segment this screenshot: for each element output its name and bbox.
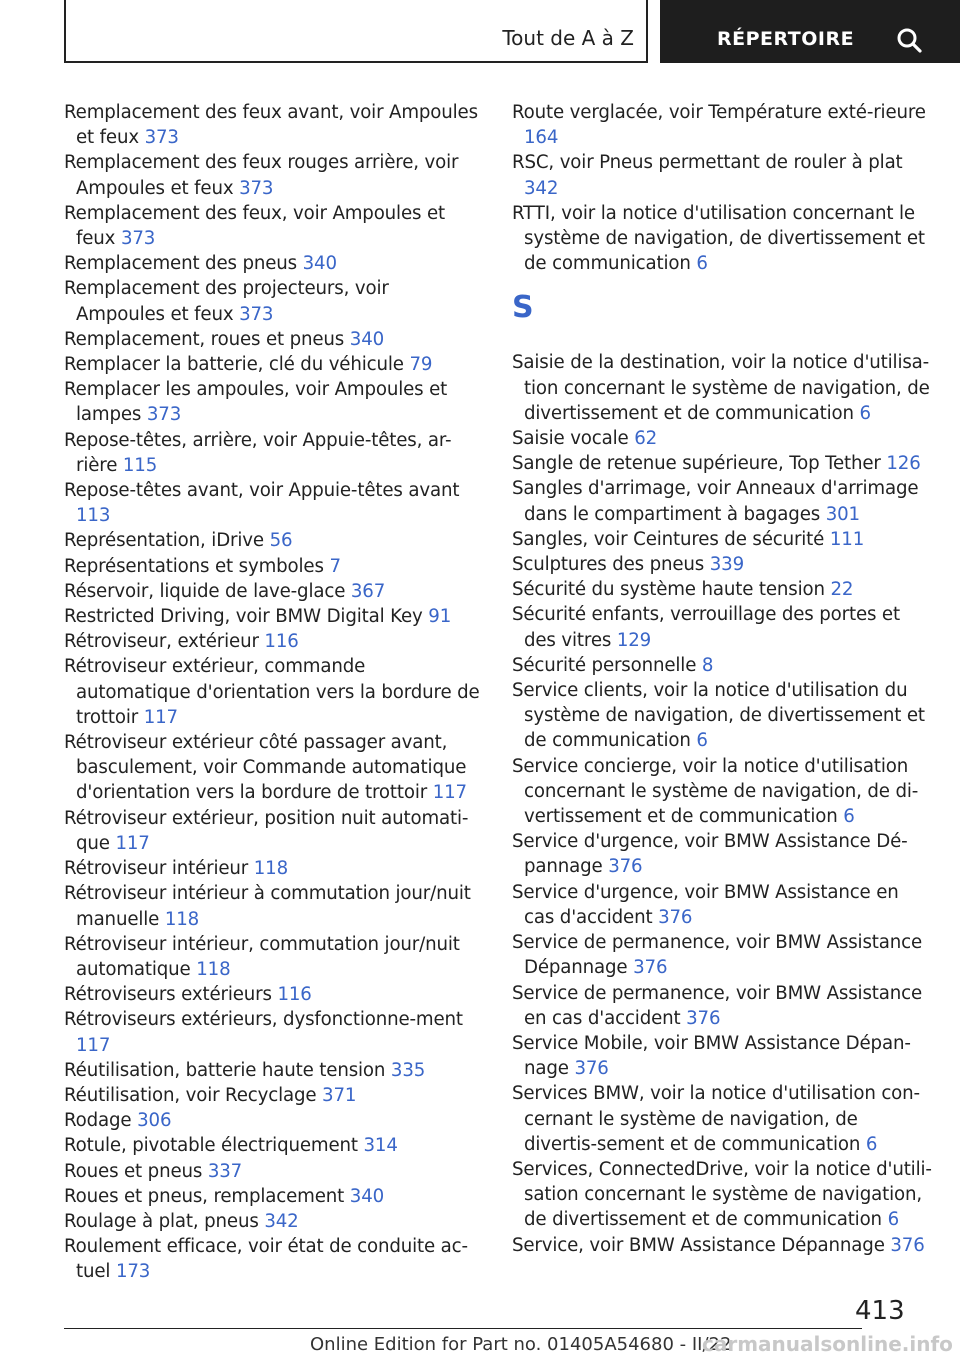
entry-term: Roues et pneus [64, 1160, 203, 1182]
index-entry [512, 981, 932, 1031]
entry-term: Remplacement des feux rouges arrière, voir Ampoules et feux [64, 152, 459, 199]
page-link[interactable]: 6 [696, 730, 708, 752]
page-link[interactable]: 117 [76, 1034, 111, 1056]
index-label: RÉPERTOIRE [717, 28, 855, 50]
index-entry [64, 1083, 482, 1108]
edition-text: Online Edition for Part no. 01405A54680 - II/22 [310, 1334, 732, 1355]
entry-term: Service clients, voir la notice d'utilisation du système de navigation, de divertissement et de communication [512, 680, 925, 752]
watermark: carmanualsonline.info [702, 1332, 953, 1356]
page-link[interactable]: 118 [164, 908, 200, 930]
entry-term: Rétroviseur intérieur à commutation jour/nuit manuelle [64, 883, 471, 930]
page-link[interactable]: 91 [428, 606, 452, 628]
index-column-right [512, 100, 932, 1258]
index-entry [64, 1159, 482, 1184]
entry-term: Sangles d'arrimage, voir Anneaux d'arrimage dans le compartiment à bagages [512, 478, 919, 525]
index-entry [512, 150, 932, 200]
index-entry [512, 1081, 932, 1157]
entry-term: Remplacer la batterie, clé du véhicule [64, 354, 404, 376]
entry-term: Rétroviseur extérieur, position nuit automati-que [64, 807, 469, 854]
page-link[interactable]: 7 [329, 555, 341, 577]
index-entry [512, 100, 932, 150]
page-link[interactable]: 6 [859, 402, 871, 424]
index-entry [64, 806, 482, 856]
index-entry [64, 100, 482, 150]
index-entry [512, 201, 932, 277]
entry-term: Rétroviseurs extérieurs, dysfonctionne-ment [64, 1009, 463, 1031]
entry-term: Services, ConnectedDrive, voir la notice d'utili-sation concernant le système de navigation, de divertissement et de communication [512, 1158, 932, 1231]
page-link[interactable]: 8 [701, 654, 714, 676]
section-tab [64, 0, 648, 63]
index-entry [64, 251, 482, 276]
index-entry [64, 352, 482, 377]
index-entry [512, 653, 932, 678]
section-label: Tout de A à Z [502, 26, 634, 50]
index-entry [512, 476, 932, 526]
page-link[interactable]: 376 [633, 957, 668, 979]
index-entry [512, 1157, 932, 1233]
page-link[interactable]: 173 [115, 1261, 151, 1283]
entry-term: Saisie de la destination, voir la notice d'utilisa-tion concernant le système de navigation, de divertissement et de communication [512, 352, 930, 424]
index-entry [64, 604, 482, 629]
entry-term: Services BMW, voir la notice d'utilisation con-cernant le système de navigation, de divertis-sement et de communication [512, 1083, 920, 1155]
index-entry [512, 527, 932, 552]
page-link[interactable]: 6 [865, 1133, 878, 1155]
page-link[interactable]: 342 [264, 1210, 299, 1232]
entry-term: Service de permanence, voir BMW Assistance Dépannage [512, 932, 923, 979]
index-entry [64, 201, 482, 251]
entry-term: Rétroviseur extérieur, commande automatique d'orientation vers la bordure de trottoir [64, 656, 480, 728]
page-link[interactable]: 335 [390, 1059, 426, 1081]
search-icon[interactable] [895, 26, 923, 54]
entry-term: Rétroviseur intérieur [64, 858, 249, 880]
entry-term: Remplacer les ampoules, voir Ampoules et lampes [64, 379, 448, 426]
page-link[interactable]: 113 [76, 505, 111, 527]
entry-term: Service d'urgence, voir BMW Assistance Dé-pannage [512, 831, 908, 878]
index-entry [64, 554, 482, 579]
entry-term: RSC, voir Pneus permettant de rouler à plat [512, 152, 903, 174]
page-link[interactable]: 301 [825, 503, 860, 525]
index-entry [64, 982, 482, 1007]
entry-term: Repose-têtes avant, voir Appuie-têtes avant [64, 480, 460, 502]
page-link[interactable]: 367 [350, 580, 386, 602]
entry-term: Service concierge, voir la notice d'utilisation concernant le système de navigation, de di-vertissement et de communication [512, 755, 919, 828]
page-link[interactable]: 340 [349, 328, 385, 350]
entry-term: Service, voir BMW Assistance Dépannage [512, 1234, 885, 1256]
index-entry [512, 426, 932, 451]
page-link[interactable]: 6 [843, 806, 855, 828]
page-link[interactable]: 79 [409, 354, 433, 376]
index-entry [64, 932, 482, 982]
entry-term: Route verglacée, voir Température exté-rieure [512, 102, 926, 123]
index-column-left [64, 100, 482, 1285]
entry-term: Rétroviseur intérieur, commutation jour/nuit automatique [64, 933, 460, 980]
entry-term: Remplacement des feux avant, voir Ampoules et feux [64, 102, 478, 149]
page-link[interactable]: 117 [432, 782, 467, 804]
index-entry [64, 428, 482, 478]
index-entry [64, 327, 482, 352]
entry-term: Remplacement des pneus [64, 253, 297, 275]
index-entry [512, 350, 932, 426]
page-number: 413 [855, 1296, 905, 1326]
section-letter: S [512, 290, 534, 326]
page-link[interactable]: 116 [264, 631, 299, 653]
index-entry [512, 1233, 932, 1258]
entry-term: Réutilisation, batterie haute tension [64, 1059, 386, 1081]
index-entry [512, 829, 932, 879]
page-link[interactable]: 56 [269, 530, 293, 552]
entry-term: Remplacement des projecteurs, voir Ampoules et feux [64, 278, 389, 325]
index-entry [64, 629, 482, 654]
index-entry [64, 276, 482, 326]
index-entry [64, 478, 482, 528]
page-link[interactable]: 373 [120, 228, 156, 250]
index-entry [64, 150, 482, 200]
index-entry [64, 1108, 482, 1133]
entry-term: Sécurité du système haute tension [512, 579, 825, 601]
index-entry [512, 602, 932, 652]
page-link[interactable]: 373 [239, 303, 274, 325]
page-link[interactable]: 371 [322, 1084, 357, 1106]
entry-term: Repose-têtes, arrière, voir Appuie-têtes, ar-rière [64, 429, 452, 476]
index-entry [64, 528, 482, 553]
index-entry [512, 451, 932, 476]
entry-term: Roulement efficace, voir état de conduite ac-tuel [64, 1236, 468, 1283]
footer-divider [64, 1328, 862, 1329]
entry-term: Saisie vocale [512, 428, 629, 450]
index-entry [64, 1133, 482, 1158]
page-link[interactable]: 306 [137, 1110, 172, 1132]
entry-term: Sécurité personnelle [512, 654, 697, 676]
page-link[interactable]: 337 [207, 1160, 243, 1182]
entry-term: Rodage [64, 1110, 132, 1132]
page-link[interactable]: 118 [253, 858, 288, 880]
entry-term: Sculptures des pneus [512, 554, 705, 576]
page-link[interactable]: 117 [115, 832, 150, 854]
page-link[interactable]: 6 [696, 253, 708, 275]
entry-term: Réservoir, liquide de lave-glace [64, 580, 346, 602]
page-link[interactable]: 373 [144, 127, 179, 149]
entry-term: Service Mobile, voir BMW Assistance Dépan-nage [512, 1032, 911, 1080]
index-entry [64, 1209, 482, 1234]
page-link[interactable]: 314 [363, 1135, 398, 1157]
entry-term: Service de permanence, voir BMW Assistance en cas d'accident [512, 982, 923, 1029]
page-link[interactable]: 340 [349, 1185, 385, 1207]
page-link[interactable]: 118 [196, 958, 231, 980]
page-link[interactable]: 340 [302, 253, 337, 275]
entry-term: Sécurité enfants, verrouillage des portes et des vitres [512, 604, 900, 651]
index-entry [512, 678, 932, 754]
page-link[interactable]: 376 [890, 1234, 925, 1256]
entry-term: Roues et pneus, remplacement [64, 1185, 345, 1207]
index-entry [512, 552, 932, 577]
index-entry [512, 754, 932, 830]
page-link[interactable]: 116 [277, 984, 312, 1006]
index-entry [64, 1058, 482, 1083]
entry-term: RTTI, voir la notice d'utilisation concernant le système de navigation, de divertissement et de communication [512, 202, 925, 275]
page-link[interactable]: 376 [686, 1007, 721, 1029]
page-link[interactable]: 62 [634, 428, 658, 450]
index-entry [64, 1234, 482, 1284]
index-entry [512, 577, 932, 602]
page-link[interactable]: 376 [608, 856, 643, 878]
entry-term: Rétroviseur, extérieur [64, 631, 259, 653]
entry-term: Remplacement, roues et pneus [64, 328, 345, 350]
page-link[interactable]: 342 [524, 177, 559, 199]
entry-term: Rotule, pivotable électriquement [64, 1135, 358, 1157]
index-tab[interactable] [660, 0, 960, 63]
index-entry [64, 377, 482, 427]
page-link[interactable]: 22 [830, 579, 854, 601]
index-entry [512, 880, 932, 930]
index-entry [64, 1184, 482, 1209]
entry-term: Restricted Driving, voir BMW Digital Key [64, 606, 423, 628]
page-link[interactable]: 164 [524, 127, 559, 149]
entry-term: Rétroviseur extérieur côté passager avant, basculement, voir Commande automatique d'orientation vers la bordure de trottoir [64, 732, 467, 804]
entry-term: Rétroviseurs extérieurs [64, 984, 272, 1006]
index-entry [64, 1007, 482, 1057]
index-entry [64, 856, 482, 881]
page-link[interactable]: 376 [658, 906, 693, 928]
entry-term: Service d'urgence, voir BMW Assistance en cas d'accident [512, 881, 899, 928]
index-entry [64, 579, 482, 604]
index-entry [64, 881, 482, 931]
page-link[interactable]: 373 [146, 404, 182, 426]
index-entry [512, 930, 932, 980]
page-link[interactable]: 111 [829, 528, 865, 550]
entry-term: Roulage à plat, pneus [64, 1210, 259, 1232]
entry-term: Représentations et symboles [64, 555, 324, 577]
page-link[interactable]: 339 [709, 554, 745, 576]
entry-term: Représentation, iDrive [64, 530, 264, 552]
entry-term: Sangle de retenue supérieure, Top Tether [512, 453, 881, 475]
page-link[interactable]: 129 [616, 629, 652, 651]
page-link[interactable]: 6 [887, 1209, 899, 1231]
entry-term: Réutilisation, voir Recyclage [64, 1084, 317, 1106]
page-link[interactable]: 117 [143, 706, 178, 728]
index-entry [64, 730, 482, 806]
entry-term: Sangles, voir Ceintures de sécurité [512, 528, 825, 550]
page-link[interactable]: 115 [122, 454, 158, 476]
page-link[interactable]: 126 [886, 453, 921, 475]
index-entry [512, 1031, 932, 1081]
page-link[interactable]: 376 [574, 1058, 609, 1080]
entry-term: Remplacement des feux, voir Ampoules et feux [64, 202, 445, 250]
index-entry [64, 654, 482, 730]
page-link[interactable]: 373 [239, 177, 274, 199]
